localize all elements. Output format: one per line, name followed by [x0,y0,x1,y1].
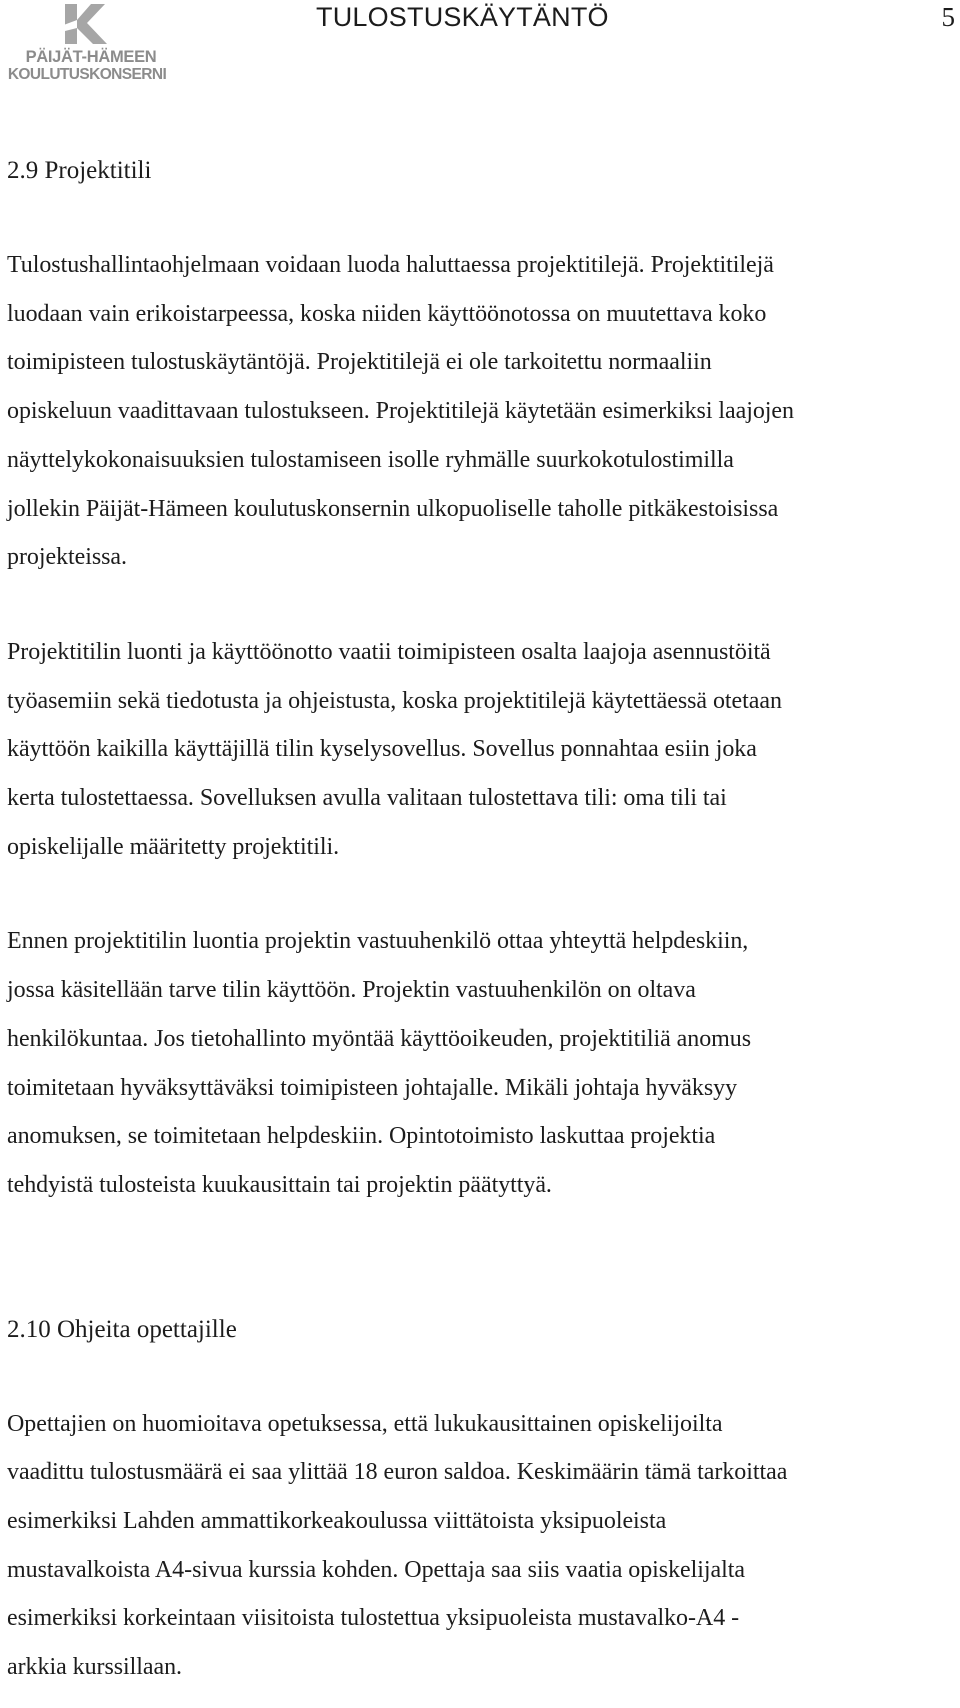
paragraph [7,628,952,872]
text-line: tehdyistä tulosteista kuukausittain tai projektin päätyttyä. [7,1171,552,1198]
paragraph [7,1400,952,1692]
k-letter-logo-icon [57,2,109,46]
section-heading: 2.9 Projektitili [7,157,152,184]
text-line: projekteissa. [7,544,127,571]
organization-logo [2,2,172,84]
text-line: Ennen projektitilin luontia projektin vastuuhenkilö ottaa yhteyttä helpdeskiin, [7,928,749,955]
text-line: esimerkiksi korkeintaan viisitoista tulostettua yksipuoleista mustavalko-A4 - [7,1605,740,1632]
text-line: luodaan vain erikoistarpeessa, koska niiden käyttöönotossa on muutettava koko [7,300,767,327]
text-line: anomuksen, se toimitetaan helpdeskiin. Opintotoimisto laskuttaa projektia [7,1123,716,1150]
text-line: toimitetaan hyväksyttäväksi toimipisteen johtajalle. Mikäli johtaja hyväksyy [7,1074,738,1101]
document-body [7,147,952,1692]
text-line: työasemiin sekä tiedotusta ja ohjeistusta, koska projektitilejä käytettäessä otetaan [7,687,782,714]
text-line: opiskeluun vaadittavaan tulostukseen. Projektitilejä käytetään esimerkiksi laajojen [7,398,794,425]
text-line: jossa käsitellään tarve tilin käyttöön. Projektin vastuuhenkilön on oltava [7,977,696,1004]
text-line: Opettajien on huomioitava opetuksessa, että lukukausittainen opiskelijoilta [7,1410,723,1437]
text-line: vaadittu tulostusmäärä ei saa ylittää 18 euron saldoa. Keskimäärin tämä tarkoittaa [7,1459,788,1486]
text-line: kerta tulostettaessa. Sovelluksen avulla valitaan tulostettava tili: oma tili tai [7,785,727,812]
text-line: Tulostushallintaohjelmaan voidaan luoda haluttaessa projektitilejä. Projektitilejä [7,252,774,278]
text-line: toimipisteen tulostuskäytäntöjä. Projektitilejä ei ole tarkoitettu normaaliin [7,349,712,376]
text-line: mustavalkoista A4-sivua kurssia kohden. Opettaja saa siis vaatia opiskelijalta [7,1556,745,1583]
text-line: näyttelykokonaisuuksien tulostamiseen isolle ryhmälle suurkokotulostimilla [7,446,734,473]
text-line: esimerkiksi Lahden ammattikorkeakoulussa viittätoista yksipuoleista [7,1508,667,1535]
text-line: Projektitilin luonti ja käyttöönotto vaatii toimipisteen osalta laajoja asennustöitä [7,638,771,665]
logo-text-line1: PÄIJÄT-HÄMEEN [25,48,157,66]
section-heading: 2.10 Ohjeita opettajille [7,1315,237,1343]
paragraph [7,917,952,1209]
text-line: opiskelijalle määritetty projektitili. [7,833,340,860]
text-line: jollekin Päijät-Hämeen koulutuskonsernin ulkopuoliselle taholle pitkäkestoisissa [7,495,779,522]
logo-text-line2: KOULUTUSKONSERNI [7,66,167,83]
text-line: henkilökuntaa. Jos tietohallinto myöntää käyttöoikeuden, projektitiliä anomus [7,1025,752,1052]
document-title: TULOSTUSKÄYTÄNTÖ [316,2,609,32]
text-line: arkkia kurssillaan. [7,1654,182,1681]
page-number: 5 [941,2,955,32]
page-header [0,0,960,90]
paragraph [7,241,952,582]
text-line: käyttöön kaikilla käyttäjillä tilin kyselysovellus. Sovellus ponnahtaa esiin joka [7,736,757,763]
